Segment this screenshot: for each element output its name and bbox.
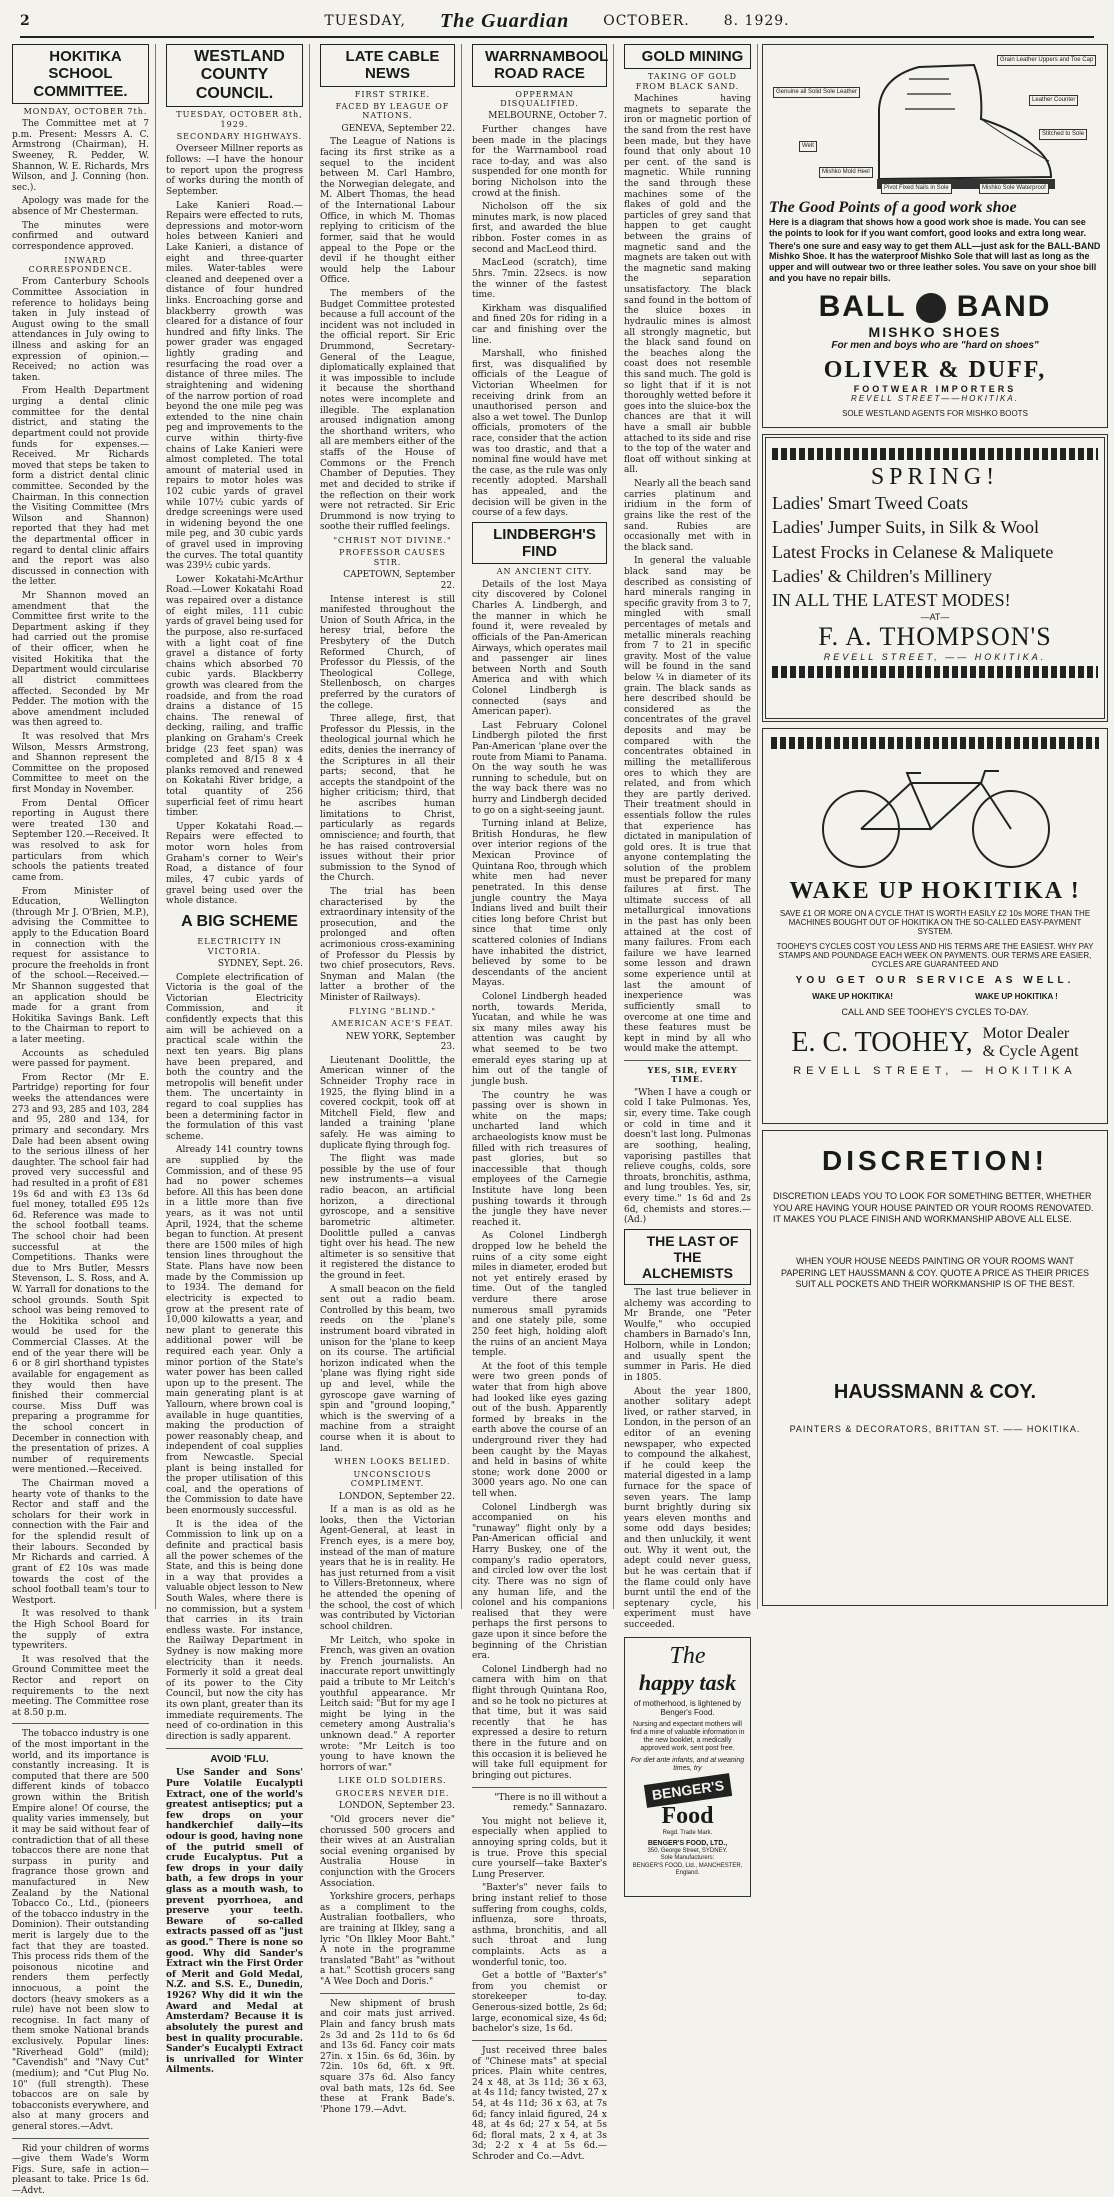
paragraph: Lower Kokatahi-McArthur Road.—Lower Kokatahi Road was repaired over a distance of eight miles, 111 cubic yards of gravel being used for the purpose, also re-surfaced with a light coat of fine gravel a distance of forty chains which absorbed 70 cubic yards. Blackberry growth was cleared from the roadside, and from the road drains a distance of 15 chains. The renewal of decking, railing, and traffic planking on Graham's Creek bridge (23 feet span) was completed and 8/15 8 x 4 planks removed and renewed on Kokatahi River bridge, a total quantity of 256 superficial feet of rimu heart timber. [166, 574, 303, 819]
subheading: AMERICAN ACE'S FEAT. [331, 1019, 454, 1029]
advert-text: BENGER'S FOOD, LTD., [647, 1840, 728, 1848]
advert-text: SOLE WESTLAND AGENTS FOR MISHKO BOOTS [842, 408, 1028, 418]
divider [472, 2040, 607, 2041]
bicycle-icon [771, 753, 1101, 873]
thompson-spring-advert [762, 434, 1108, 722]
diagram-label: Welt [799, 141, 817, 152]
benger-advert [624, 1637, 751, 1897]
paragraph: If a man is as old as he looks, then the Victorian Agent-General, at least in French eyes, is a mere boy, instead of the man of mature years that he is in reality. He has just returned from a visit to Villers-Bretonneux, where he attended the opening of the school, the cost of which was contributed by Victorian school children. [320, 1505, 455, 1632]
subheading: TAKING OF GOLD FROM BLACK SAND. [635, 72, 740, 91]
advert-text: & Cycle Agent [982, 1043, 1079, 1060]
paragraph: About the year 1800, another solitary adept lived, or rather starved, in London, in the person of an editor of an evening newspaper, who expected to compound the alkahest, if he could keep the material digested in a lamp furnace for the space of seven years. The lamp burnt brightly during six years eleven months and some odd days besides; and then unluckily, it went out. Why it went out, the adept could never guess, but he was certain that if the flame could only have burnt until the end of the septenary cycle, his experiment must have succeeded. [624, 1386, 751, 1630]
paragraph: The trial has been characterised by the extraordinary intensity of the prosecution, and the prolonged and often acrimonious cross-examining of Professor du Plessis by two chief prosecutors, Revs. Snyman and Malan (the latter a brother of the Minister of Railways). [320, 886, 455, 1004]
article-headline: HOKITIKA SCHOOL COMMITTEE. [12, 44, 149, 104]
dateline: GENEVA, September 22. [341, 123, 455, 134]
paragraph: Mr Leitch, who spoke in French, was given an ovation by French journalists. An inaccurate report unwittingly paid a tribute to Mr Leitch's youthful appearance. Mr Leitch said: "But for my age I might be lying in the cemetery among Australia's unknown dead." A reporter wrote: "Mr Leitch is too young to have known the horrors of war." [320, 1635, 455, 1773]
column-county-council [160, 44, 310, 2076]
paragraph: The flight was made possible by the use of four new instruments—a visual radio beacon, an artificial horizon, a directional gyroscope, and a sensitive barometric altimeter. Doolittle pulled a canvas tight over his head. The new altimeter is so sensitive that it registered the distance to the ground in feet. [320, 1154, 455, 1281]
advert-headline: WAKE UP HOKITIKA ! [789, 878, 1081, 904]
advert-text: PAINTERS & DECORATORS, BRITTAN ST. —— HOKITIKA. [789, 1424, 1081, 1435]
paragraph: Last February Colonel Lindbergh piloted the first Pan-American 'plane over the route from Miami to Panama. On the way south he was running to schedule, but on the way back there was no hurry and Lindbergh decided to go on a sight-seeing jaunt. [472, 720, 607, 816]
advert-text: WHEN YOUR HOUSE NEEDS PAINTING OR YOUR ROOMS WANT PAPERING LET HAUSSMANN & COY. QUOTE A PRICE AS THEIR PRICES SUIT ALL POCKETS AND THEIR WORKMANSHIP IS OF THE BEST. [781, 1256, 1089, 1290]
advert-text: DISCRETION LEADS YOU TO LOOK FOR SOMETHING BETTER, WHETHER YOU ARE HAVING YOUR HOUSE PAINTED OR YOUR ROOMS RENOVATED. IT MAKES YOU PLACE FINISH AND WORKMANSHIP ABOVE ALL ELSE. [773, 1191, 1094, 1225]
paragraph: "Baxter's" never fails to bring instant relief to those suffering from coughs, colds, influenza, sore throats, asthma, bronchitis, and all such throat and lung complaints. Acts as a wonderful tonic, too. [472, 1883, 607, 1968]
brand-word: BAND [956, 289, 1052, 323]
diagram-label: Stitched to Sole [1039, 129, 1087, 140]
paragraph: Rid your children of worms—give them Wade's Worm Figs. Sure, safe in action—pleasant to take. Price 1s 6d.—Advt. [12, 2143, 149, 2197]
shoe-diagram [769, 49, 1101, 199]
dateline: LONDON, September 22. [338, 1491, 455, 1502]
paragraph: Already 141 country towns are supplied by the Commission, and of these 95 had no power schemes before. All this has been done in a little more than five years, as it was not until April, 1924, that the scheme began to function. At present there are 1500 miles of high tension lines throughout the State. Plans have now been made by the Commission up to 1934. The demand for electricity is expected to grow at the present rate of 10,000 kilowatts a year, and new plant to generate this additional power will be required each year. Only a minor portion of the State's water power has been called upon up to the present. The main generating plant is at Yallourn, where brown coal is available in huge quantities, making the production of power reasonably cheap, and independent of coal supplies from Newcastle. Special plant is being installed for the proper utilisation of this coal, and the operations of the Commission to date have been enormously successful. [166, 1145, 303, 1517]
advert-text: of motherhood, is lightened by Benger's Food. [633, 1698, 742, 1718]
subheading: FIRST STRIKE. [354, 89, 431, 99]
dateline: MONDAY, OCTOBER 7th. [23, 106, 148, 116]
paragraph: Kirkham was disqualified and fined 20s for riding in a car and finishing over the line. [472, 303, 607, 346]
ball-band-shoe-advert [762, 44, 1108, 428]
advert-text: BENGER'S FOOD, Ltd., MANCHESTER, England. [632, 1862, 743, 1876]
diagram-label: Pivot Fixed Nails in Sole [881, 183, 952, 194]
advert-text: REVELL STREET, —— HOKITIKA. [823, 652, 1047, 663]
article-headline: LINDBERGH'S FIND [472, 522, 607, 565]
paragraph: The Chairman moved a hearty vote of thanks to the Rector and staff and the scholars for their work in connection with the Fair and for the splendid result of their labours. Seconded by Mr Richards and carried. A grant of £2 10s was made towards the cost of the school football team's tour to Westport. [12, 1479, 149, 1606]
paragraph: Mr Shannon moved an amendment that the Committee first write to the Department asking if they had carried out the promise of their officer, when he visited Hokitika that the Department would circularise all district committees affected. Seconded by Mr Pedder. The motion with the above amendment included was then agreed to. [12, 591, 149, 729]
advert-headline: happy task [638, 1669, 737, 1695]
paragraph: Colonel Lindbergh headed north, towards Merida, Yucatan, and while he was six many miles away his attention was caught by what seemed to be two emerald eyes staring up at him out of the tangle of jungle bush. [472, 992, 607, 1087]
benger-food: Food [661, 1802, 714, 1829]
paragraph: Yorkshire grocers, perhaps as a compliment to the Australian footballers, who are training at Ilkley, sang a lyric "On Ilkley Moor Baht." A note in the programme translated "Baht" as "without a hat." Scottish grocers sang "A Wee Doch and Doris." [320, 1892, 455, 1988]
subheading: LIKE OLD SOLDIERS. [338, 1776, 447, 1786]
paragraph: Just received three bales of "Chinese mats" at special prices. Plain white centres, 24 x 48, at 3s 11d; 36 x 63, at 4s 11d; fancy twisted, 27 x 54, at 4s 11d; 36 x 63, at 7s 6d; fancy inlaid figured, 24 x 48, at 4s 6d; 27 x 54, at 5s 6d; floral mats, 2 x 4, at 3s 3d; 2·2 x 4 at 5s 6d.—Schroder and Co.—Advt. [472, 2045, 607, 2162]
paragraph: Colonel Lindbergh was accompanied on his "runaway" flight only by a Pan-American official and Harry Buskey, one of the company's radio operators, and circled low over the lost city. There was no sign of any human life, and the colonel and his companions realised that they were perhaps the first persons to gaze upon it since before the beginning of the Christian era. [472, 1502, 607, 1662]
masthead-date: 8. 1929. [723, 13, 790, 29]
paragraph: From Minister of Education, Wellington (through Mr J. O'Brien, M.P.), advising the Committee to apply to the Education Board in connection with the request for assistance to procure the freeholds in front of the school.—Received.—Mr Shannon suggested that an application should be made for a grant from Hokitika Savings Bank. Left to the Chairman to report to a later meeting. [12, 886, 149, 1046]
paragraph: Details of the lost Maya city discovered by Colonel Charles A. Lindbergh, and the manner in which he found it, were revealed by officials of the Pan-American Airways, which operates mail and passenger air lines between North and South America and with which Colonel Lindbergh is connected (says and American paper). [472, 579, 607, 718]
subheading: FLYING "BLIND." [348, 1006, 437, 1016]
border-decoration [772, 448, 1098, 460]
dateline: TUESDAY, OCTOBER 8th, 1929. [176, 110, 303, 129]
advert-headline: The Good Points of a good work shoe [769, 199, 1017, 216]
paragraph: At the foot of this temple were two green ponds of water that from high above had looked like eyes gazing out of the bush. Apparently formed by breaks in the earth above the course of an underground river they had been caught by the Mayas and held in basins of white stone; work done 2000 or 3000 years ago. No one can tell when. [472, 1361, 607, 1500]
paragraph: Turning inland at Belize, British Honduras, he flew over interior regions of the Mexican Province of Quintana Roo, through which white men had never penetrated. In this dense jungle country the Maya Indians lived and built their cities long before Christ but since that time only scattered colonies of Indians have inhabited the district, believed by some to be descendants of the ancient Mayas. [472, 819, 607, 989]
diagram-label: Mishko Sole Waterproof [979, 183, 1049, 194]
paragraph: A small beacon on the field sent out a radio beam. Controlled by this beam, two reeds on the 'plane's instrument board vibrated in unison for the 'plane to keep on its course. The artificial horizon indicated when the 'plane was flying right side up and level, while the gyroscope gave warning of spin and "ground looping," which is the swerving of a machine from a straight course when it is about to land. [320, 1284, 455, 1454]
paragraph: The League of Nations is facing its first strike as a sequel to the incident between M. Carl Hambro, the Norwegian delegate, and M. Albert Thomas, the head of the International Labour Office, in which M. Thomas replying to criticism of the former, said that he would appeal to the Pope or the devil if he thought either would help the Labour Office. [320, 137, 455, 286]
paragraph: Upper Kokatahi Road.—Repairs were effected to motor worn holes from Graham's corner to Weir's Road, a distance of four miles, 47 cubic yards of gravel being used over the whole distance. [166, 821, 303, 907]
advert-text: REVELL STREET, — HOKITIKA [793, 1065, 1077, 1077]
advert-text: 350, George Street, SYDNEY. [647, 1848, 728, 1855]
paragraph: As Colonel Lindbergh dropped low he beheld the ruins of a city some eight miles in diameter, eroded but not yet entirely erased by time. Out of the tangled verdure there arose numerous small pyramids and one stately pile, some 250 feet high, holding aloft the ruins of an ancient Maya temple. [472, 1231, 607, 1359]
paragraph: Apology was made for the absence of Mr Chesterman. [12, 196, 149, 218]
column-road-race [466, 44, 614, 2162]
subheading: SECONDARY HIGHWAYS. [176, 132, 303, 142]
divider [166, 1748, 303, 1749]
subheading: PROFESSOR CAUSES STIR. [339, 548, 446, 567]
quote-line: "There is no ill without a remedy." Sannazaro. [494, 1792, 607, 1814]
dealer-row [771, 1025, 1099, 1061]
paragraph: Overseer Millner reports as follows: —I have the honour to report upon the progress of works during the month of September. [166, 144, 303, 197]
subheading: OPPERMAN DISQUALIFIED. [500, 89, 579, 108]
paragraph: MacLeod (scratch), time 5hrs. 7min. 22secs. is now the winner of the fastest time. [472, 258, 607, 301]
paragraph: Lake Kanieri Road.—Repairs were effected to ruts, depressions and motor-worn holes between Kanieri and Lake Kanieri, a distance of eight and three-quarter miles. Water-tables were cleaned and deepened over a distance of four hundred links. Encroaching gorse and blackberry growth was cleared for a distance of four hundred and fifty links. The power grader was engaged lightly grading and resurfacing the road over a distance of three miles. The straightening and widening of the narrow portion of road beyond the one mile peg was extended to the nine chain peg and improvements to the curve within thirty-five chains of Lake Kanieri were almost completed. The total amount of material used in repairs to motor holes was 102 cubic yards of gravel while 107½ cubic yards of dredge screenings were used in widening beyond the one mile peg, and 30 cubic yards of gravel used in improving the curves. The total quantity was 239½ cubic yards. [166, 200, 303, 572]
advert-headline: SPRING! [870, 464, 1000, 490]
advert-line: Ladies' Smart Tweed Coats [772, 493, 969, 513]
seller-name: F. A. THOMPSON'S [818, 622, 1052, 652]
diagram-label: Grain Leather Uppers and Toe Cap [997, 55, 1096, 66]
article-headline: GOLD MINING [624, 44, 751, 69]
paragraph: The last true believer in alchemy was according to Mr Brande, one "Peter Woulfe," who occupied chambers in Barnado's Inn, Holborn, while in London; and usually spent the summer in Paris. He died in 1805. [624, 1288, 751, 1383]
subheading: ELECTRICITY IN VICTORIA. [197, 937, 282, 956]
border-decoration [772, 666, 1098, 678]
paragraph: From Canterbury Schools Committee Association in reference to holidays being taken in July instead of August owing to the small attendances in July owing to illness and asking for an expression of opinion.—Received; no action was taken. [12, 277, 149, 383]
paragraph: Machines having magnets to separate the iron or magnetic portion of the sand from the rest have been made, but they have found that only about 10 per cent. of the sand is magnetic. While running the sand through these machines some of the flakes of gold and the particles of grey sand that happen to get caught between the grains of magnetic sand and the magnets are taken out with the magnetic sand making the separation unsatisfactory. The black sand found in the bottom of the sluice boxes in hydraulic mines is almost all strongly magnetic, but the black sand found on the beaches along the coast does not resemble this sand much. The gold is so light that if it is not thoroughly wetted before it goes into the sluice-box the chances are that it will have a small air bubble attached to its side and rise to the top of the water and float off without sinking at all. [624, 94, 751, 476]
paragraph: The tobacco industry is one of the most important in the world, and its importance is constantly increasing. It is computed that there are 500 different kinds of tobacco grown within the British Empire alone! Of course, the quality varies immensely, but it may be said without fear of contradiction that of all these tobaccos there are none that surpass in purity and fragrance those grown and manufactured in New Zealand by the National Tobacco Co., Ltd., (pioneers of the tobacco industry in the Dominion). Their outstanding merit is largely due to the fact that they are toasted. This process rids them of the poisonous nicotine and renders them perfectly innocuous, a point the doctors (heavy smokers as a rule) have not been slow to recognise. In fact many of them smoke National brands exclusively. Popular lines: "Riverhead Gold" (mild); "Cavendish" and "Navy Cut" (medium); and "Cut Plug No. 10" (full strength). These tobaccos are on sale by tobacconists everywhere, and also at many grocers and general stores.—Advt. [12, 1729, 149, 2132]
subheading: YES, SIR, EVERY TIME. [647, 1064, 738, 1085]
column-school-committee [6, 44, 156, 2197]
paragraph: Get a bottle of "Baxter's" from you chemist or storekeeper to-day. Generous-sized bottle, 2s 6d; large, economical size, 4s 6d; bachelor's size, 1s 6d. [472, 1971, 607, 2035]
border-decoration [771, 737, 1099, 749]
advert-line: Ladies' Jumper Suits, in Silk & Wool [772, 517, 1039, 538]
advert-text: YOU GET OUR SERVICE AS WELL. [795, 975, 1075, 986]
ball-band-logo [769, 290, 1101, 324]
paragraph: It was resolved that the Ground Committee meet the Rector and report on requirements to the next meeting. The Committee rose at 8.50 p.m. [12, 1654, 149, 1718]
column-cable-news [314, 44, 462, 2115]
paragraph: Colonel Lindbergh had no camera with him on that flight through Quintana Roo, and so he took no pictures at that time, but it was said recently that he has expressed a desire to return there in the future and on this occasion it is believed he will take full equipment for bringing out pictures. [472, 1664, 607, 1781]
subheading: "CHRIST NOT DIVINE." [333, 535, 452, 545]
paragraph: "When I have a cough or cold I take Pulmonas. Yes, sir, every time. Take cough or cold in time and it doesn't last long. Pulmonas are soothing, healing, vaporising pastilles that relieve coughs, colds, sore throats, bronchitis, asthma, and lung troubles. Yes, sir, every time." 1s 6d and 2s 6d, chemists and stores.—(Ad.) [624, 1087, 751, 1226]
paragraph: It was resolved that Mrs Wilson, Messrs Armstrong, and Shannon represent the Committee on the proposed Committee to meet on the first Monday in November. [12, 731, 149, 796]
divider [624, 1060, 751, 1061]
paragraph: The minutes were confirmed and outward correspondence approved. [12, 220, 149, 252]
diagram-label: Mishko Mold Heel [819, 167, 873, 178]
advert-text: There's one sure and easy way to get them ALL—just ask for the BALL-BAND Mishko Shoe. It has the waterproof Mishko Sole that will last as long as the upper and will outwear two or three leather soles. You save on your shoe bill and you have no repair bills. [769, 240, 1101, 283]
diagram-label: Leather Counter [1029, 95, 1078, 106]
paragraph: "Old grocers never die" chorussed 500 grocers and their wives at an Australian social evening organised by Australia House in conjunction with the Grocers Association. [320, 1814, 455, 1889]
advert-text: FOOTWEAR IMPORTERS [853, 383, 1017, 394]
dateline: LONDON, September 23. [338, 1801, 455, 1812]
advert-text: Sole Manufacturers: [660, 1855, 715, 1862]
haussmann-advert [762, 1130, 1108, 1606]
divider [320, 1993, 455, 1994]
advert-text: Nursing and expectant mothers will find a mine of valuable information in the new booklet, a medically approved work, sent post free. [630, 1720, 745, 1753]
advert-line: Ladies' & Children's Millinery [772, 565, 992, 586]
subheading: GROCERS NEVER DIE. [335, 1788, 450, 1798]
diagram-label: Genuine all Solid Sole Leather [773, 87, 860, 98]
advert-headline: AVOID 'FLU. [210, 1753, 269, 1765]
paragraph: Accounts as scheduled were passed for payment. [12, 1048, 149, 1070]
advert-text: —AT— [920, 612, 950, 623]
wake-up-row [771, 992, 1099, 1001]
masthead-month: OCTOBER. [603, 13, 690, 29]
masthead [20, 6, 1094, 38]
column-gold-mining [618, 44, 758, 1876]
brand-word: BALL [818, 289, 907, 323]
advert-line: IN ALL THE LATEST MODES! [772, 590, 1011, 611]
seller-name: E. C. TOOHEY, [791, 1027, 973, 1058]
paragraph: Marshall, who finished first, was disqualified by officials of the League of Victorian Wheelmen for receiving drink from an unauthorised person and also a wet towel. The Dunlop officials, promoters of the race, consider that the action was too drastic, and that a nominal fine would have met the case, as the rule was only recently adopted. Marshall has appealed, and the decision will be given in the course of a few days. [472, 349, 608, 519]
divider [12, 2138, 149, 2139]
advert-text: Use Sander and Sons' Pure Volatile Eucalypti Extract, one of the world's greatest antiseptics; put a few drops on your handkerchief daily—its odour is good, having none of the putrid smell of crude Eucalyptus. Put a few drops in your daily bath, a few drops in your glass as a mouth wash, to prevent pyorrhoea, and preserve your teeth. Beware of so-called extracts passed off as "just as good." There is none so good. Why did Sander's Extract win the First Order of Merit and Gold Medal, N.Z. and S.S. E., Dunedin, 1926? Why did it win the Award and Medal at Amsterdam? Because it is absolutely the purest and best in quality procurable. Sander's Eucalypti Extract is unrivalled for Winter Ailments. [166, 1768, 304, 2076]
subheading: FACED BY LEAGUE OF NATIONS. [335, 101, 450, 121]
advert-text: REVELL STREET——HOKITIKA. [851, 393, 1019, 403]
paragraph: In general the valuable black sand may be described as consisting of hard minerals ranging in specific gravity from 3 to 7, mingled with small percentages of metals and metallic minerals reaching from 7 to 21 in specific gravity. Most of the value will be found in the sand below ¼ in diameter of its grain. The black sands as here described should be considered as the concentrates of the gravel deposits and may be compared with the concentrates obtained in milling the metalliferous ores to which they are related, and from which they are partly derived. Their treatment should in essentials follow the rules that experience has dictated in manipulation of gold ores. It is true that anyone contemplating the solution of the problem must be prepared for many failures at first. The ultimate success of all metallurgical innovations in the past has only been attained at the cost of many failures. From each failure we have learned some lesson and drawn some experience until at last the amount of inexperience was sufficiently small to overcome at one time and these features must be kept in mind by all who would make the attempt. [624, 556, 751, 1055]
dateline: MELBOURNE, October 7. [488, 111, 607, 122]
dateline: SYDNEY, Sept. 26. [217, 959, 303, 970]
advert-text: SAVE £1 OR MORE ON A CYCLE THAT IS WORTH EASILY £2 10s MORE THAN THE MACHINES BOUGHT OUT OF HOKITIKA ON THE SO-CALLED EASY-PAYMENT SYSTEM. [779, 909, 1091, 936]
subheading: INWARD CORRESPONDENCE. [28, 255, 133, 274]
newspaper-title: The Guardian [439, 9, 570, 32]
paragraph: It was resolved to thank the High School Board for the supply of extra typewriters. [12, 1609, 149, 1652]
article-headline: WARRNAMBOOL ROAD RACE [472, 44, 607, 87]
dateline: CAPETOWN, September 22. [343, 570, 455, 591]
article-headline: LATE CABLE NEWS [320, 44, 455, 87]
paragraph: From Dental Officer reporting in August there were treated 130 and September 120.—Received. It was resolved to ask for particulars from which schools the patients treated came from. [12, 798, 149, 883]
divider [472, 1787, 607, 1788]
paragraph: New shipment of brush and coir mats just arrived. Plain and fancy brush mats 2s 3d and 2s 11d to 6s 6d and 13s 6d. Fancy coir mats 27in. x 15in. 6s 6d, 36in. by 72in. 10s 6d, 6ft. x 9ft. square 37s 6d. Also fancy oval bath mats, 12s 6d. See these at Frank Bade's. 'Phone 179.—Advt. [320, 1998, 455, 2115]
masthead-day: TUESDAY, [324, 13, 406, 29]
trade-block [983, 1025, 1079, 1061]
seller-name: OLIVER & DUFF, [823, 356, 1047, 383]
page-number: 2 [20, 13, 31, 29]
paragraph: Lieutenant Doolittle, the American winner of the Schneider Trophy race in 1925, the flying blind in a covered cockpit, took off at Mitchell Field, flew and landed a training 'plane safely. He was aiming to duplicate flying through fog. [320, 1055, 455, 1151]
subheading: WHEN LOOKS BELIED. [334, 1457, 451, 1467]
paragraph: You might not believe it, especially when applied to annoying spring colds, but it is true. Prove this special cure yourself—take Baxter's Lung Preserver. [472, 1816, 607, 1880]
advert-headline: DISCRETION! [822, 1145, 1048, 1176]
advert-text: MISHKO SHOES [868, 323, 1002, 340]
advert-text: WAKE UP HOKITIKA! [812, 992, 893, 1001]
paragraph: Intense interest is still manifested throughout the Union of South Africa, in the heresy trial, before the Presbytery of the Dutch Reformed Church, of Professor du Plessis, of the Theological College, Stellenbosch, on charges preferred by the curators of the college. [320, 594, 455, 711]
advert-text: For men and boys who are "hard on shoes" [831, 339, 1039, 351]
paragraph: Further changes have been made in the placings for the Warrnambool road race to-day, and was also suspended for one month for boring Nicholson into the crowd at the finish. [472, 124, 607, 199]
paragraph: Complete electrification of Victoria is the goal of the Victorian Electricity Commission, and it confidently expects that this aim will be achieved on a practical scale within the next ten years. Big plans have been prepared, and both the country and the metropolis will benefit under them. The uncertainty in regard to coal supplies has been a determining factor in the formulation of this vast scheme. [166, 972, 303, 1142]
paragraph: Three allege, first, that Professor du Plessis, in the theological journal which he edits, denies the inerrancy of the Scriptures in all their parts; second, that he accepts the standpoint of the higher criticism; third, that he ascribes human limitations to Christ, particularly as regards omniscience; and fourth, that he has raised controversial issues without their prior submission to the Synod of the Church. [320, 714, 455, 884]
subheading: AN ANCIENT CITY. [496, 567, 593, 577]
paragraph: The Committee met at 7 p.m. Present: Messrs A. C. Armstrong (Chairman), H. Sweeney, R. Pedder, W. Shannon, W. E. Richards, Mrs Wilson, and J. Conning (hon. sec.). [12, 119, 149, 193]
divider [12, 1723, 149, 1724]
paragraph: From Health Department urging a dental clinic committee for the dental district, and stating the department could not provide funds for expenses.—Received. Mr Richards moved that steps be taken to form a district dental clinic committee. Seconded by the Chairman. In this connection the Visiting Committee (Mrs Wilson and Shannon) reported that they had met the departmental officer in regard to dental clinic affairs and the report was also discussed in connection with the letter. [12, 386, 149, 588]
benger-logo: BENGER'S [643, 1773, 731, 1807]
article-headline: THE LAST OF THE ALCHEMISTS [624, 1229, 751, 1285]
paragraph: The country he was passing over is shown in white on the maps; uncharted land which archaeologists know must be filled with rich treasures of past glories, but so inaccessible that though employees of the Carnegie Institute have long been pushing towards it through the jungle they have never reached it. [472, 1090, 607, 1228]
dateline: NEW YORK, September 23. [345, 1031, 455, 1053]
subheading: UNCONSCIOUS COMPLIMENT. [350, 1469, 432, 1489]
advert-line: Latest Frocks in Celanese & Maliquete [772, 541, 1054, 562]
paragraph: It is the idea of the Commission to link up on a definite and practical basis all the power schemes of the State, and this is being done in a way that provides a valuable object lesson to New South Wales, where there is no commission, but a system that carries in its train endless waste. For instance, the Railway Department in Sydney is now making more electricity than it needs. Formerly it sold a great deal of its power to the City Council, but now the city has its own plant, greater than its immediate requirements. The need of co-ordination in this direction is sadly apparent. [166, 1519, 303, 1742]
advert-text: WAKE UP HOKITIKA ! [975, 992, 1058, 1001]
red-ball-icon [916, 293, 946, 323]
paragraph: From Rector (Mr E. Partridge) reporting for four weeks the attendances were 273 and 93, 285 and 103, 284 and 95, 280 and 134, for primary and secondary. Mrs Dale had been absent owing to the serious illness of her daughter. The school fair had proved very successful and had resulted in a profit of £81 19s 6d and with £3 13s 6d fuel money, totalled £95 12s 6d. Reference was made to the school football teams. The school choir had been successful at the Competitions. Thanks were due to Mrs Butler, Messrs Stevenson, L. S. Ross, and A. W. Yarrall for donations to the school grounds. South Spit school was being removed to the Hokitika school and would be used for the Commercial Classes. At the end of the year there will be 6 or 8 girl shorthand typistes available for engagement as they would then have finished their commercial course. Miss Duff was preparing a programme for the school concert in December in connection with the presentation of prizes. A number of requirements were mentioned.—Received. [12, 1072, 149, 1476]
seller-name: HAUSSMANN & COY. [833, 1381, 1037, 1404]
advert-text: Here is a diagram that shows how a good work shoe is made. You can see the points to look for if you want comfort, good looks and extra long wear. [769, 217, 1087, 238]
toohey-cycles-advert [762, 728, 1108, 1124]
article-headline: A BIG SCHEME [181, 912, 298, 930]
article-headline: WESTLAND COUNTY COUNCIL. [166, 44, 303, 107]
advert-text: CALL AND SEE TOOHEY'S CYCLES TO-DAY. [841, 1007, 1029, 1017]
advert-text: Regd. Trade Mark. [662, 1830, 713, 1837]
paragraph: The members of the Budget Committee protested because a full account of the incident was not included in the official report. Sir Eric Drummond, Secretary-General of the League, diplomatically explained that it was impossible to include it because the shorthand notes were incomplete and illegible. The explanation aroused indignation among the shorthand writers, who all are members either of the staffs of the House of Commons or the French Chamber of Deputies. They met and decided to strike if the reflection on their work were not retracted. Sir Eric Drummond is now trying to soothe their ruffled feelings. [320, 288, 455, 533]
advert-the: The [669, 1642, 706, 1669]
advert-text: Motor Dealer [982, 1025, 1070, 1042]
paragraph: Nicholson off the six minutes mark, is now placed first, and awarded the blue ribbon. Foster comes in as second and MacLeod third. [472, 202, 607, 255]
paragraph: Nearly all the beach sand carries platinum and iridium in the form of grains like the rest of the sand. Rubies are occasionally met with in the black sand. [624, 479, 751, 553]
advert-text: TOOHEY'S CYCLES COST YOU LESS AND HIS TERMS ARE THE EASIEST. WHY PAY STAMPS AND POUNDAGE EACH WEEK ON PAYMENTS. OUR TERMS ARE EASIER, CYCLES ARE GUARANTEED AND [776, 942, 1094, 969]
advert-text: For diet ante infants, and at weaning times, try [630, 1756, 745, 1772]
